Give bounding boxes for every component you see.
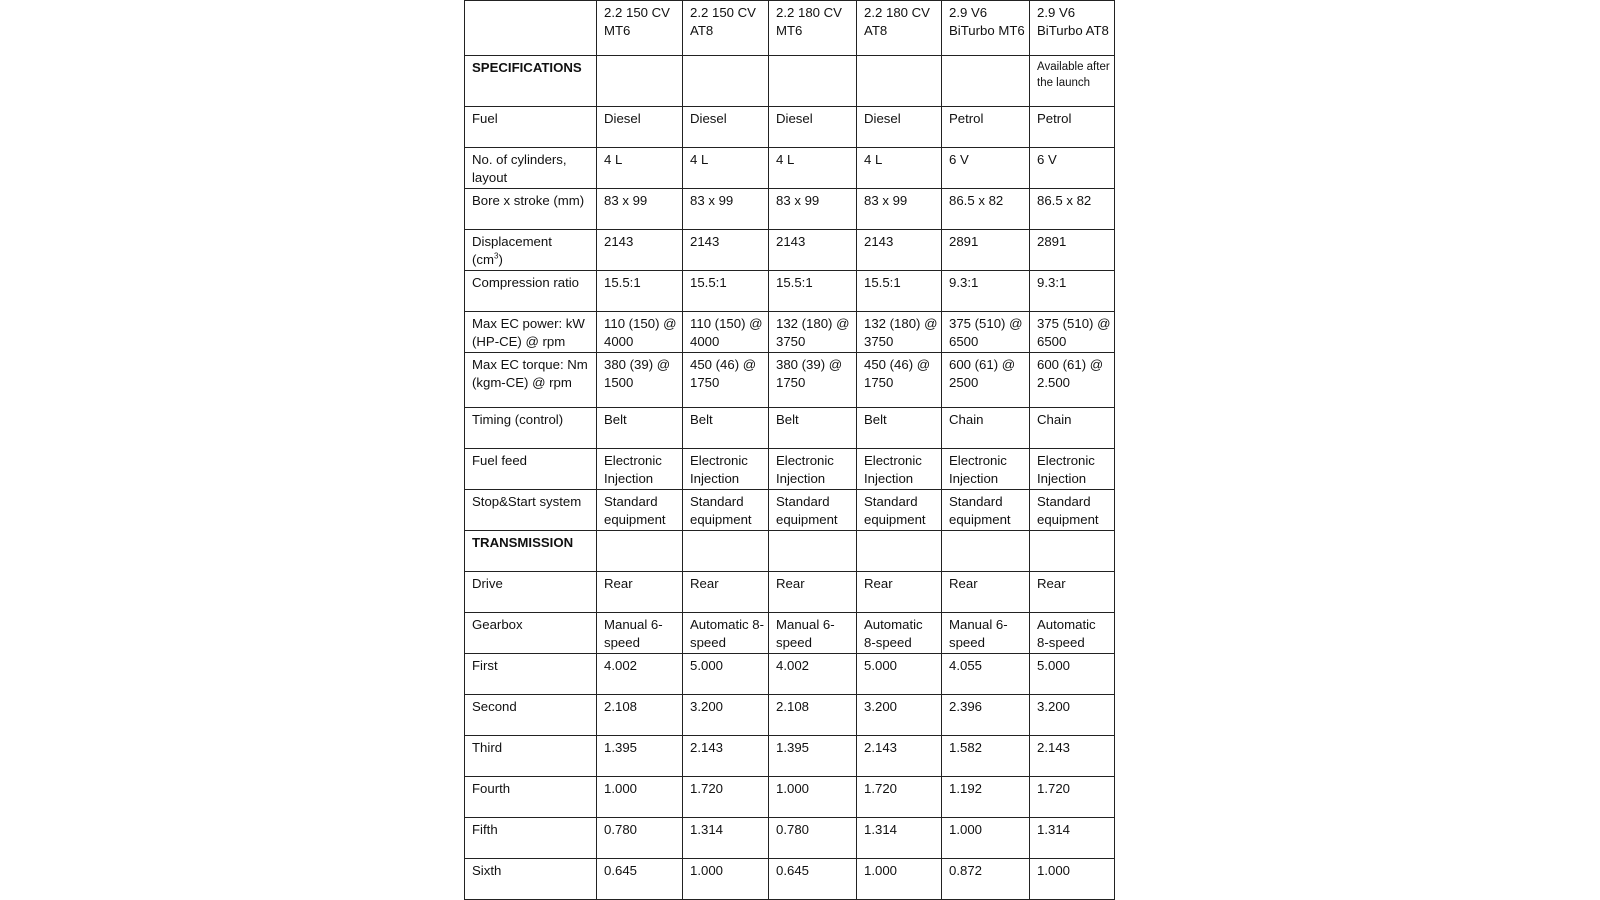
table-cell: Standard equipment	[683, 490, 769, 531]
table-cell: 3.200	[683, 695, 769, 736]
row-label-text: Gearbox	[472, 617, 523, 632]
header-corner-cell	[465, 1, 597, 56]
table-cell: 450 (46) @ 1750	[683, 353, 769, 408]
row-label	[465, 312, 597, 353]
table-row	[465, 613, 1115, 654]
table-cell	[857, 56, 942, 107]
table-cell: 600 (61) @ 2500	[942, 353, 1030, 408]
table-cell: 6 V	[942, 148, 1030, 189]
table-cell: Rear	[857, 572, 942, 613]
row-label	[465, 777, 597, 818]
row-label-text: Fuel	[472, 111, 498, 126]
row-label-text: Max EC torque: Nm (kgm-CE) @ rpm	[472, 357, 588, 390]
table-cell: 2891	[1030, 230, 1115, 271]
table-cell: 1.720	[683, 777, 769, 818]
table-cell: 2.143	[1030, 736, 1115, 777]
table-cell: 1.000	[769, 777, 857, 818]
header-cell-2-9-v6-at8: 2.9 V6 BiTurbo AT8	[1030, 1, 1115, 56]
row-label	[465, 271, 597, 312]
row-label-text: No. of cylinders, layout	[472, 152, 567, 185]
table-row	[465, 312, 1115, 353]
row-label-text: Bore x stroke (mm)	[472, 193, 585, 208]
table-cell: 15.5:1	[597, 271, 683, 312]
table-row	[465, 654, 1115, 695]
table-cell: Standard equipment	[769, 490, 857, 531]
spec-table-header	[465, 1, 1115, 56]
section-heading	[465, 56, 597, 107]
table-cell: 15.5:1	[683, 271, 769, 312]
row-label	[465, 189, 597, 230]
header-cell-2-2-150-mt6: 2.2 150 CV MT6	[597, 1, 683, 56]
table-row	[465, 353, 1115, 408]
table-cell: Chain	[1030, 408, 1115, 449]
table-cell: Standard equipment	[1030, 490, 1115, 531]
table-cell: 0.780	[597, 818, 683, 859]
table-cell: 2.143	[683, 736, 769, 777]
row-label	[465, 736, 597, 777]
header-cell-2-9-v6-mt6: 2.9 V6 BiTurbo MT6	[942, 1, 1030, 56]
table-cell: 83 x 99	[597, 189, 683, 230]
row-label-text: Second	[472, 699, 517, 714]
spec-table-body	[465, 56, 1115, 900]
table-cell	[942, 56, 1030, 107]
unit-base: cm	[476, 252, 494, 267]
table-cell	[683, 56, 769, 107]
row-label	[465, 818, 597, 859]
table-cell: 110 (150) @ 4000	[597, 312, 683, 353]
row-label-text: Max EC power: kW (HP-CE) @ rpm	[472, 316, 585, 349]
section-heading	[465, 531, 597, 572]
table-cell: 4.002	[769, 654, 857, 695]
table-cell: 5.000	[1030, 654, 1115, 695]
table-cell	[1030, 56, 1115, 107]
table-cell: 4 L	[769, 148, 857, 189]
table-row	[465, 695, 1115, 736]
table-cell: Automatic 8-speed	[1030, 613, 1115, 654]
table-cell: 2143	[597, 230, 683, 271]
table-cell: 3.200	[857, 695, 942, 736]
table-row	[465, 189, 1115, 230]
row-label	[465, 695, 597, 736]
table-cell: 132 (180) @ 3750	[857, 312, 942, 353]
table-cell: 3.200	[1030, 695, 1115, 736]
header-cell-2-2-150-at8: 2.2 150 CV AT8	[683, 1, 769, 56]
table-cell: 2143	[683, 230, 769, 271]
table-cell: 4 L	[683, 148, 769, 189]
table-cell	[597, 56, 683, 107]
table-cell: 15.5:1	[769, 271, 857, 312]
table-cell: 1.582	[942, 736, 1030, 777]
row-label-text: Fuel feed	[472, 453, 527, 468]
table-cell: Belt	[857, 408, 942, 449]
table-cell: 4.055	[942, 654, 1030, 695]
row-label-text: Drive	[472, 576, 503, 591]
availability-note: Available after the launch	[1037, 61, 1110, 89]
section-row	[465, 56, 1115, 107]
table-cell: Standard equipment	[857, 490, 942, 531]
row-label-unit: $(cm^3)$	[472, 251, 503, 267]
table-row	[465, 230, 1115, 271]
table-cell: 1.395	[597, 736, 683, 777]
table-cell: 2.396	[942, 695, 1030, 736]
row-label-text: TRANSMISSION	[472, 535, 574, 550]
table-cell: Rear	[1030, 572, 1115, 613]
table-cell: 375 (510) @ 6500	[1030, 312, 1115, 353]
table-cell: Petrol	[1030, 107, 1115, 148]
table-cell: Diesel	[857, 107, 942, 148]
row-label-text: Sixth	[472, 863, 502, 878]
row-label-text: First	[472, 658, 498, 673]
section-row	[465, 531, 1115, 572]
table-row	[465, 271, 1115, 312]
table-cell: 1.000	[1030, 859, 1115, 900]
table-cell: 380 (39) @ 1750	[769, 353, 857, 408]
table-cell: 0.645	[597, 859, 683, 900]
table-cell: 6 V	[1030, 148, 1115, 189]
row-label-text: Fourth	[472, 781, 511, 796]
table-cell: 5.000	[857, 654, 942, 695]
table-cell: 4.002	[597, 654, 683, 695]
table-cell: 9.3:1	[1030, 271, 1115, 312]
table-cell: Rear	[942, 572, 1030, 613]
row-label	[465, 353, 597, 408]
table-row	[465, 107, 1115, 148]
row-label	[465, 449, 597, 490]
row-label-text: Third	[472, 740, 503, 755]
table-cell: Chain	[942, 408, 1030, 449]
table-cell: Automatic 8-speed	[857, 613, 942, 654]
table-cell	[769, 56, 857, 107]
table-cell: 110 (150) @ 4000	[683, 312, 769, 353]
row-label	[465, 654, 597, 695]
row-label-text: SPECIFICATIONS	[472, 60, 582, 75]
table-cell: Manual 6-speed	[597, 613, 683, 654]
table-cell: 2.108	[597, 695, 683, 736]
table-cell: Automatic 8-speed	[683, 613, 769, 654]
row-label-text: Timing (control)	[472, 412, 564, 427]
spec-table	[464, 0, 1115, 900]
table-cell: 1.000	[597, 777, 683, 818]
row-label	[465, 859, 597, 900]
row-label	[465, 613, 597, 654]
table-cell: Belt	[769, 408, 857, 449]
table-cell: 83 x 99	[857, 189, 942, 230]
table-row	[465, 408, 1115, 449]
table-cell	[857, 531, 942, 572]
table-cell: Manual 6-speed	[942, 613, 1030, 654]
table-cell: 86.5 x 82	[1030, 189, 1115, 230]
table-row	[465, 490, 1115, 531]
table-cell: Electronic Injection	[597, 449, 683, 490]
row-label	[465, 148, 597, 189]
unit-superscript: 3	[494, 251, 499, 261]
table-cell: Rear	[769, 572, 857, 613]
table-cell: 1.314	[857, 818, 942, 859]
table-cell: 2.108	[769, 695, 857, 736]
table-cell: 2891	[942, 230, 1030, 271]
table-row	[465, 777, 1115, 818]
table-cell: 86.5 x 82	[942, 189, 1030, 230]
table-cell: 1.720	[857, 777, 942, 818]
table-cell: 2.143	[857, 736, 942, 777]
table-cell: 1.000	[683, 859, 769, 900]
table-cell: Electronic Injection	[942, 449, 1030, 490]
table-cell: Diesel	[597, 107, 683, 148]
table-cell: 2143	[857, 230, 942, 271]
row-label-text: Stop&Start system	[472, 494, 582, 509]
table-cell: 1.000	[942, 818, 1030, 859]
table-cell	[942, 531, 1030, 572]
table-cell: Standard equipment	[942, 490, 1030, 531]
table-cell: 83 x 99	[769, 189, 857, 230]
table-cell: 5.000	[683, 654, 769, 695]
table-cell: 1.395	[769, 736, 857, 777]
table-cell	[1030, 531, 1115, 572]
table-cell: 1.314	[683, 818, 769, 859]
table-cell: Electronic Injection	[1030, 449, 1115, 490]
table-row	[465, 818, 1115, 859]
table-cell: 450 (46) @ 1750	[857, 353, 942, 408]
table-cell: 1.192	[942, 777, 1030, 818]
table-row	[465, 572, 1115, 613]
table-cell: 132 (180) @ 3750	[769, 312, 857, 353]
table-cell: Standard equipment	[597, 490, 683, 531]
table-cell: 0.872	[942, 859, 1030, 900]
table-cell: Belt	[597, 408, 683, 449]
table-cell: Electronic Injection	[857, 449, 942, 490]
row-label	[465, 490, 597, 531]
table-cell: Electronic Injection	[769, 449, 857, 490]
table-cell: 600 (61) @ 2.500	[1030, 353, 1115, 408]
table-cell: 1.000	[857, 859, 942, 900]
table-cell: Rear	[683, 572, 769, 613]
table-row	[465, 148, 1115, 189]
table-cell: Rear	[597, 572, 683, 613]
table-row	[465, 859, 1115, 900]
table-cell: 375 (510) @ 6500	[942, 312, 1030, 353]
table-cell: 9.3:1	[942, 271, 1030, 312]
table-cell: 1.720	[1030, 777, 1115, 818]
row-label	[465, 572, 597, 613]
row-label-text: Displacement	[472, 234, 552, 249]
table-cell: 4 L	[597, 148, 683, 189]
table-cell: 83 x 99	[683, 189, 769, 230]
row-label-text: Fifth	[472, 822, 498, 837]
row-label	[465, 230, 597, 271]
table-cell: 15.5:1	[857, 271, 942, 312]
table-cell: Diesel	[683, 107, 769, 148]
header-cell-2-2-180-at8: 2.2 180 CV AT8	[857, 1, 942, 56]
row-label	[465, 107, 597, 148]
table-cell: 4 L	[857, 148, 942, 189]
table-cell: Electronic Injection	[683, 449, 769, 490]
table-cell	[597, 531, 683, 572]
table-cell: Petrol	[942, 107, 1030, 148]
table-cell: Diesel	[769, 107, 857, 148]
table-cell: 0.645	[769, 859, 857, 900]
row-label	[465, 408, 597, 449]
header-row	[465, 1, 1115, 56]
table-row	[465, 736, 1115, 777]
table-cell: Manual 6-speed	[769, 613, 857, 654]
table-row	[465, 449, 1115, 490]
table-cell: 2143	[769, 230, 857, 271]
table-cell	[683, 531, 769, 572]
table-cell: Belt	[683, 408, 769, 449]
table-cell	[769, 531, 857, 572]
table-cell: 1.314	[1030, 818, 1115, 859]
table-cell: 0.780	[769, 818, 857, 859]
row-label-text: Compression ratio	[472, 275, 580, 290]
header-cell-2-2-180-mt6: 2.2 180 CV MT6	[769, 1, 857, 56]
table-cell: 380 (39) @ 1500	[597, 353, 683, 408]
